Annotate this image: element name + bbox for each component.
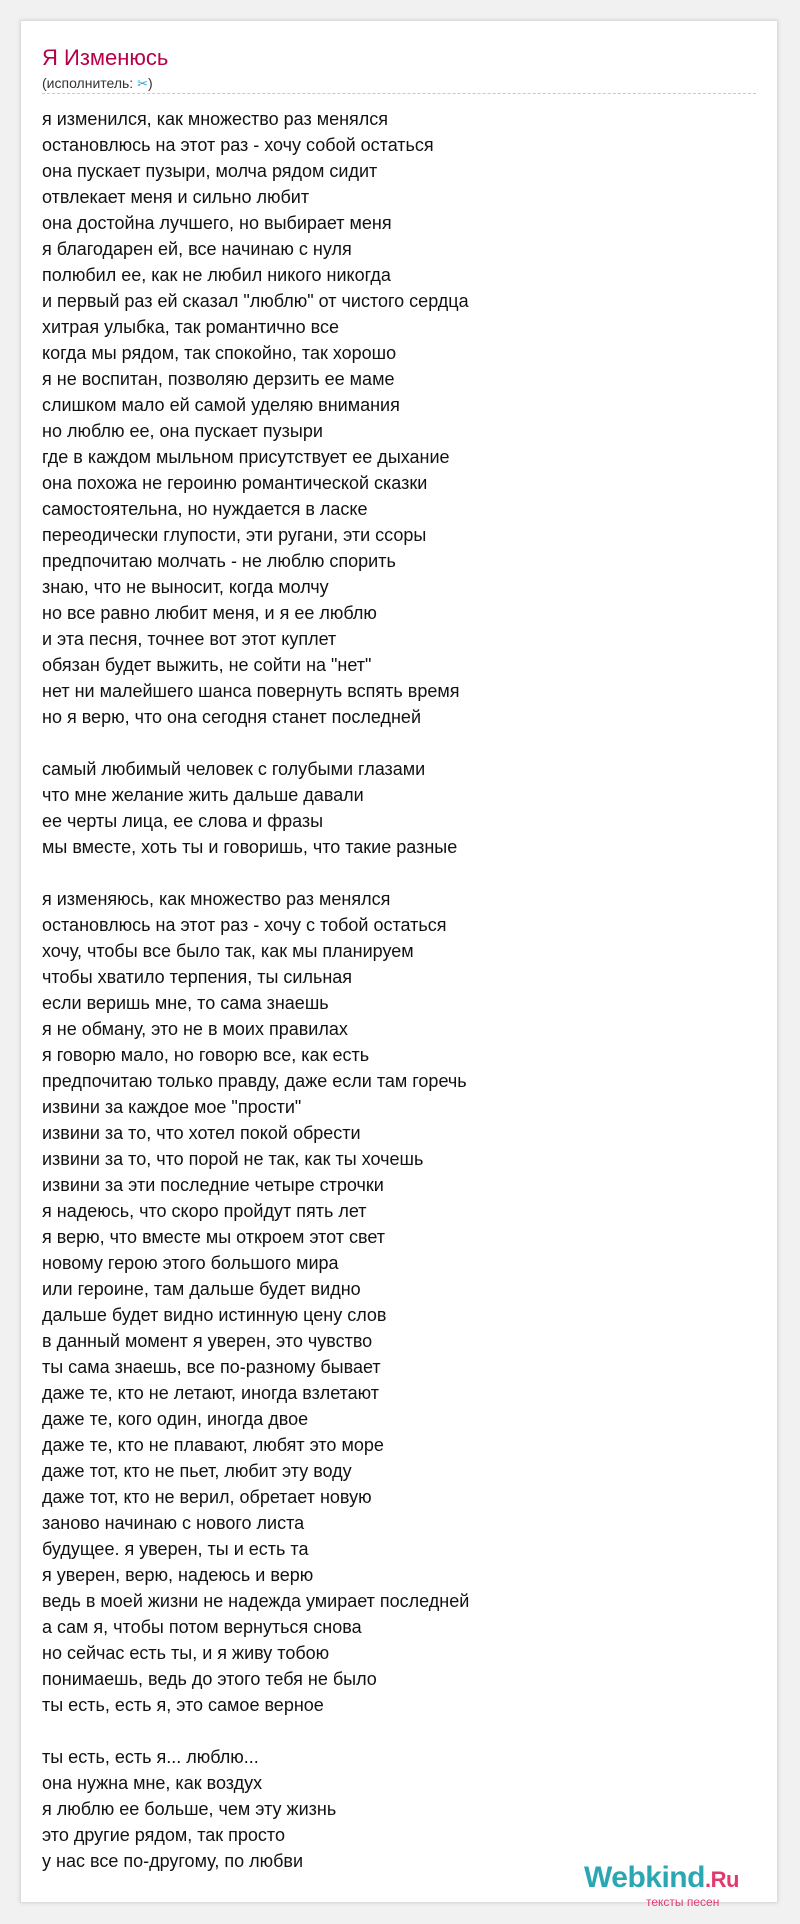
lyric-line: ты есть, есть я... люблю... <box>42 1747 259 1767</box>
lyric-line: предпочитаю только правду, даже если там горечь <box>42 1071 467 1091</box>
lyrics-card <box>20 20 778 1909</box>
lyric-line: извини за эти последние четыре строчки <box>42 1175 384 1195</box>
title-divider <box>42 93 756 94</box>
lyric-line: я изменился, как множество раз менялся <box>42 109 389 129</box>
stanza-gap <box>42 1718 756 1744</box>
lyric-line: даже те, кто не летают, иногда взлетают <box>42 1383 380 1403</box>
scissors-icon[interactable]: ✂ <box>137 76 148 91</box>
lyric-line: она похожа не героиню романтической сказки <box>42 473 428 493</box>
lyric-line: дальше будет видно истинную цену слов <box>42 1305 387 1325</box>
lyric-line: новому герою этого большого мира <box>42 1253 339 1273</box>
lyric-line: ее черты лица, ее слова и фразы <box>42 811 324 831</box>
lyric-line: даже тот, кто не пьет, любит эту воду <box>42 1461 352 1481</box>
lyric-line: самый любимый человек с голубыми глазами <box>42 759 426 779</box>
stanza <box>42 106 756 730</box>
lyric-line: чтобы хватило терпения, ты сильная <box>42 967 353 987</box>
lyric-line: это другие рядом, так просто <box>42 1825 285 1845</box>
lyric-line: но сейчас есть ты, и я живу тобою <box>42 1643 330 1663</box>
lyric-line: я говорю мало, но говорю все, как есть <box>42 1045 370 1065</box>
lyric-line: что мне желание жить дальше давали <box>42 785 364 805</box>
song-title: Я Изменюсь <box>42 45 169 70</box>
artist-line <box>42 74 153 93</box>
lyric-line: даже те, кто не плавают, любят это море <box>42 1435 384 1455</box>
lyric-line: в данный момент я уверен, это чувство <box>42 1331 373 1351</box>
lyric-line: но я верю, что она сегодня станет последней <box>42 707 422 727</box>
lyric-line: у нас все по-другому, по любви <box>42 1851 304 1871</box>
stanza-gap <box>42 860 756 886</box>
lyric-line: я люблю ее больше, чем эту жизнь <box>42 1799 337 1819</box>
lyric-line: я не обману, это не в моих правилах <box>42 1019 348 1039</box>
lyric-line: полюбил ее, как не любил никого никогда <box>42 265 391 285</box>
lyric-line: я изменяюсь, как множество раз менялся <box>42 889 391 909</box>
lyric-line: даже те, кого один, иногда двое <box>42 1409 309 1429</box>
lyric-line: понимаешь, ведь до этого тебя не было <box>42 1669 377 1689</box>
stanza <box>42 756 756 860</box>
artist-suffix: ) <box>148 75 153 91</box>
lyric-line: заново начинаю с нового листа <box>42 1513 305 1533</box>
lyric-line: и первый раз ей сказал "люблю" от чистого сердца <box>42 291 469 311</box>
lyric-line: остановлюсь на этот раз - хочу собой остаться <box>42 135 434 155</box>
lyric-line: ты сама знаешь, все по-разному бывает <box>42 1357 381 1377</box>
lyric-line: а сам я, чтобы потом вернуться снова <box>42 1617 362 1637</box>
lyric-line: слишком мало ей самой уделяю внимания <box>42 395 400 415</box>
artist-prefix: (исполнитель: <box>42 75 138 91</box>
stanza <box>42 1744 756 1874</box>
logo-wordmark <box>584 1861 739 1897</box>
lyric-line: обязан будет выжить, не сойти на "нет" <box>42 655 372 675</box>
lyric-line: я верю, что вместе мы откроем этот свет <box>42 1227 386 1247</box>
lyric-line: она достойна лучшего, но выбирает меня <box>42 213 392 233</box>
logo-tagline: тексты песен <box>646 1895 720 1909</box>
lyrics-text <box>42 106 756 1874</box>
lyric-line: самостоятельна, но нуждается в ласке <box>42 499 368 519</box>
lyric-line: но все равно любит меня, и я ее люблю <box>42 603 377 623</box>
lyric-line: я не воспитан, позволяю дерзить ее маме <box>42 369 395 389</box>
lyric-line: извини за то, что порой не так, как ты хочешь <box>42 1149 424 1169</box>
lyric-line: когда мы рядом, так спокойно, так хорошо <box>42 343 397 363</box>
lyric-line: отвлекает меня и сильно любит <box>42 187 310 207</box>
stanza-gap <box>42 730 756 756</box>
lyric-line: я благодарен ей, все начинаю с нуля <box>42 239 352 259</box>
lyric-line: извини за каждое мое "прости" <box>42 1097 302 1117</box>
lyric-line: предпочитаю молчать - не люблю спорить <box>42 551 396 571</box>
site-logo[interactable] <box>584 1861 784 1911</box>
lyric-line: хитрая улыбка, так романтично все <box>42 317 339 337</box>
lyric-line: если веришь мне, то сама знаешь <box>42 993 329 1013</box>
lyric-line: переодически глупости, эти ругани, эти ссоры <box>42 525 427 545</box>
lyric-line: знаю, что не выносит, когда молчу <box>42 577 329 597</box>
stanza <box>42 886 756 1718</box>
lyric-line: где в каждом мыльном присутствует ее дыхание <box>42 447 450 467</box>
lyric-line: ведь в моей жизни не надежда умирает последней <box>42 1591 470 1611</box>
lyric-line: ты есть, есть я, это самое верное <box>42 1695 324 1715</box>
lyric-line: но люблю ее, она пускает пузыри <box>42 421 323 441</box>
lyric-line: остановлюсь на этот раз - хочу с тобой остаться <box>42 915 447 935</box>
lyric-line: она нужна мне, как воздух <box>42 1773 263 1793</box>
lyric-line: и эта песня, точнее вот этот куплет <box>42 629 337 649</box>
logo-tld-text: .Ru <box>704 1867 739 1892</box>
lyric-line: нет ни малейшего шанса повернуть вспять время <box>42 681 460 701</box>
lyric-line: или героине, там дальше будет видно <box>42 1279 361 1299</box>
logo-main-text: Webkind <box>584 1861 705 1894</box>
lyric-line: я надеюсь, что скоро пройдут пять лет <box>42 1201 367 1221</box>
lyric-line: я уверен, верю, надеюсь и верю <box>42 1565 314 1585</box>
lyric-line: даже тот, кто не верил, обретает новую <box>42 1487 372 1507</box>
lyric-line: извини за то, что хотел покой обрести <box>42 1123 361 1143</box>
lyric-line: будущее. я уверен, ты и есть та <box>42 1539 309 1559</box>
lyric-line: она пускает пузыри, молча рядом сидит <box>42 161 378 181</box>
lyric-line: хочу, чтобы все было так, как мы планируем <box>42 941 414 961</box>
lyric-line: мы вместе, хоть ты и говоришь, что такие разные <box>42 837 458 857</box>
